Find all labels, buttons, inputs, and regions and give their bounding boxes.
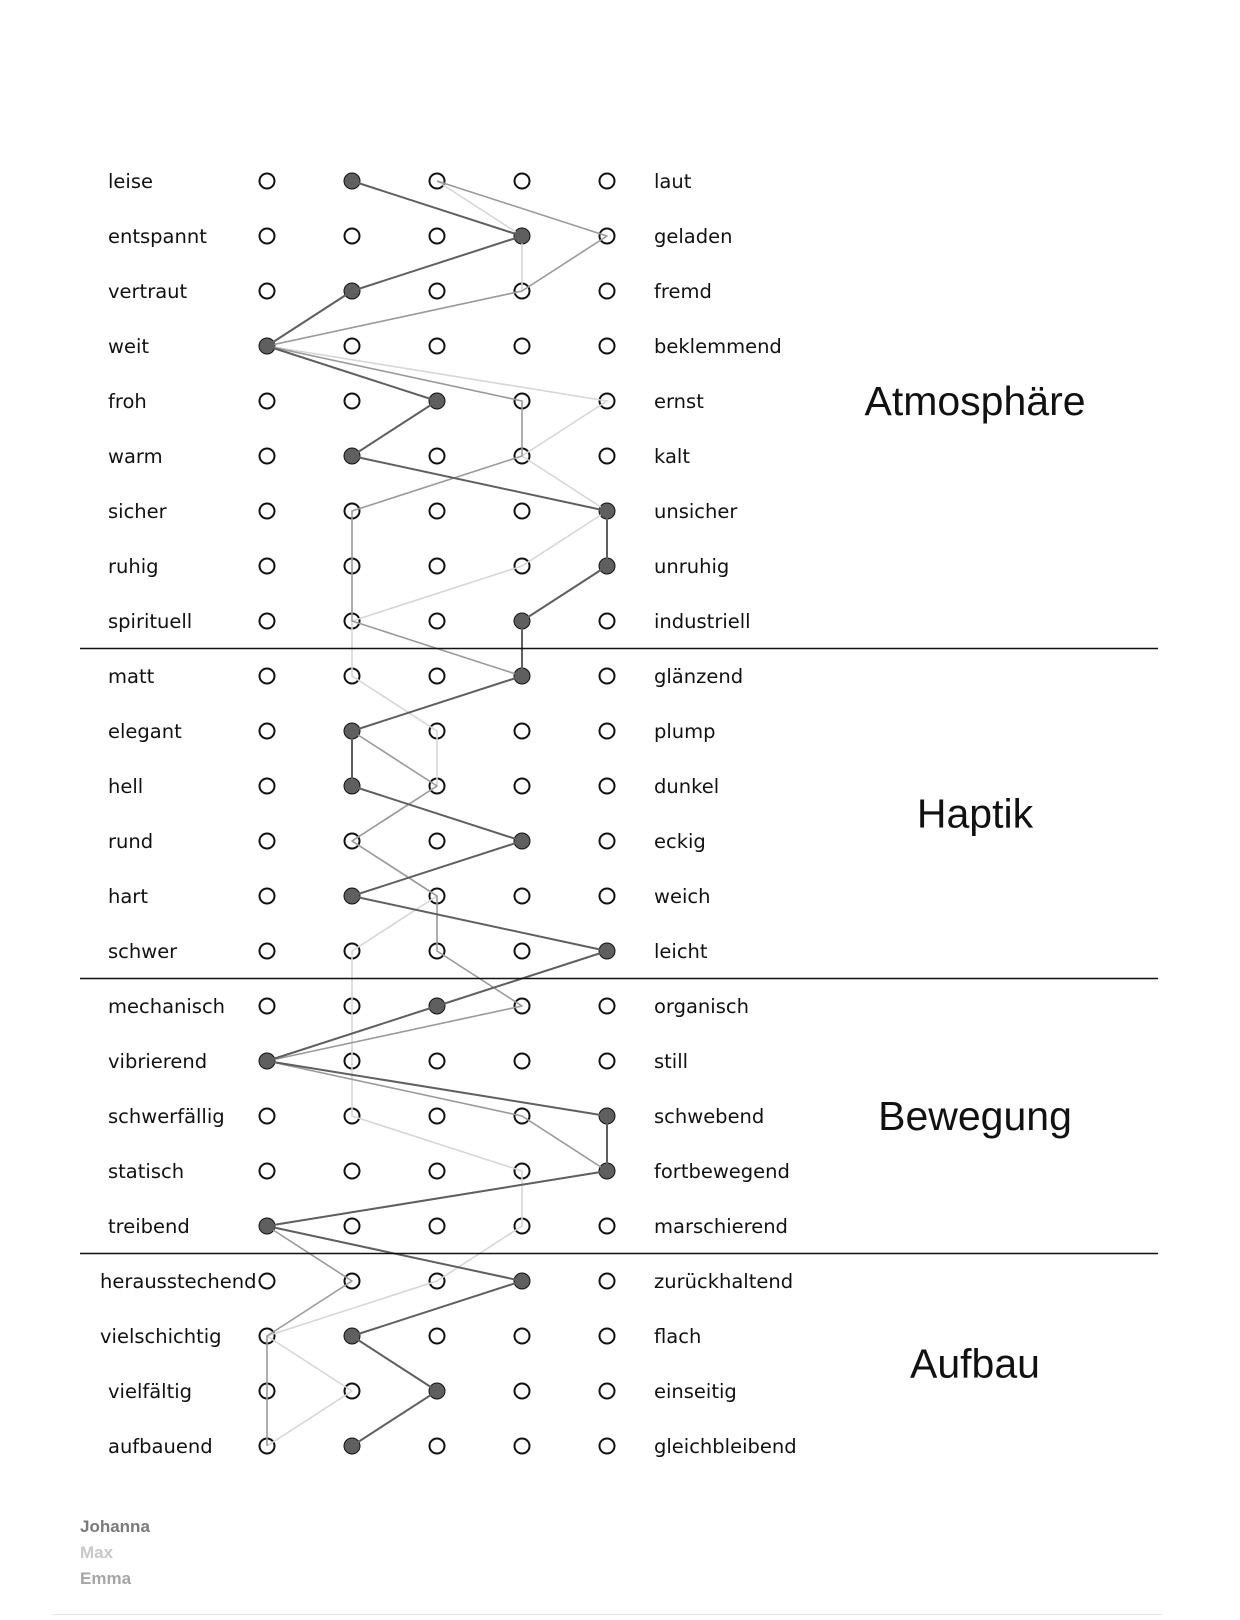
scale-circle-10-1 bbox=[260, 669, 275, 684]
left-label-treibend: treibend bbox=[108, 1215, 190, 1238]
section-title-haptik: Haptik bbox=[916, 790, 1034, 837]
right-label-gleichbleibend: gleichbleibend bbox=[654, 1435, 797, 1458]
scale-circle-24-3 bbox=[430, 1439, 445, 1454]
left-label-mechanisch: mechanisch bbox=[108, 995, 226, 1018]
scale-circle-20-3 bbox=[430, 1219, 445, 1234]
bottom-rule bbox=[52, 1614, 1162, 1615]
scale-circle-4-5 bbox=[600, 339, 615, 354]
scale-circle-11-5 bbox=[600, 724, 615, 739]
scale-circle-10-3 bbox=[430, 669, 445, 684]
scale-circle-17-4 bbox=[515, 1054, 530, 1069]
scale-circle-8-1 bbox=[260, 559, 275, 574]
left-label-vibrierend: vibrierend bbox=[108, 1050, 208, 1073]
scale-circle-4-2 bbox=[345, 339, 360, 354]
left-label-froh: froh bbox=[108, 390, 147, 413]
scale-circle-5-1 bbox=[260, 394, 275, 409]
point-johanna-20 bbox=[260, 1219, 275, 1234]
right-label-fortbewegend: fortbewegend bbox=[654, 1160, 790, 1183]
point-johanna-11 bbox=[345, 724, 360, 739]
scale-circle-16-1 bbox=[260, 999, 275, 1014]
section-title-atmosph-re: Atmosphäre bbox=[864, 378, 1086, 424]
point-johanna-18 bbox=[600, 1109, 615, 1124]
scale-circle-14-1 bbox=[260, 889, 275, 904]
right-label-still: still bbox=[654, 1050, 689, 1073]
scale-circle-6-1 bbox=[260, 449, 275, 464]
scale-circle-9-1 bbox=[260, 614, 275, 629]
left-label-warm: warm bbox=[108, 445, 163, 468]
scale-circle-14-5 bbox=[600, 889, 615, 904]
scale-circle-18-1 bbox=[260, 1109, 275, 1124]
point-johanna-13 bbox=[515, 834, 530, 849]
scale-circle-4-4 bbox=[515, 339, 530, 354]
scale-circle-21-5 bbox=[600, 1274, 615, 1289]
scale-circle-5-2 bbox=[345, 394, 360, 409]
right-label-weich: weich bbox=[654, 885, 711, 908]
left-label-ruhig: ruhig bbox=[108, 555, 159, 578]
scale-circle-3-1 bbox=[260, 284, 275, 299]
left-label-schwer: schwer bbox=[108, 940, 178, 963]
point-johanna-3 bbox=[345, 284, 360, 299]
section-title-bewegung: Bewegung bbox=[878, 1093, 1072, 1139]
left-label-vielschichtig: vielschichtig bbox=[100, 1325, 222, 1348]
scale-circle-15-1 bbox=[260, 944, 275, 959]
scale-circle-1-4 bbox=[515, 174, 530, 189]
scale-circle-19-1 bbox=[260, 1164, 275, 1179]
right-label-gl-nzend: glänzend bbox=[654, 665, 744, 688]
left-label-sicher: sicher bbox=[108, 500, 167, 523]
scale-circle-2-3 bbox=[430, 229, 445, 244]
scale-circle-9-5 bbox=[600, 614, 615, 629]
right-label-zur-ckhaltend: zurückhaltend bbox=[654, 1270, 794, 1293]
point-johanna-23 bbox=[430, 1384, 445, 1399]
scale-circle-13-3 bbox=[430, 834, 445, 849]
scale-circle-3-5 bbox=[600, 284, 615, 299]
left-label-weit: weit bbox=[108, 335, 150, 358]
left-label-hell: hell bbox=[108, 775, 144, 798]
scale-circle-12-1 bbox=[260, 779, 275, 794]
scale-circle-7-4 bbox=[515, 504, 530, 519]
right-label-ernst: ernst bbox=[654, 390, 704, 413]
left-label-vielf-ltig: vielfältig bbox=[108, 1380, 193, 1403]
right-label-einseitig: einseitig bbox=[654, 1380, 737, 1403]
point-johanna-16 bbox=[430, 999, 445, 1014]
left-label-vertraut: vertraut bbox=[108, 280, 188, 303]
right-label-organisch: organisch bbox=[654, 995, 749, 1018]
scale-circle-8-3 bbox=[430, 559, 445, 574]
point-johanna-7 bbox=[600, 504, 615, 519]
scale-circle-2-1 bbox=[260, 229, 275, 244]
point-johanna-17 bbox=[260, 1054, 275, 1069]
scale-circle-7-3 bbox=[430, 504, 445, 519]
point-johanna-5 bbox=[430, 394, 445, 409]
left-label-rund: rund bbox=[108, 830, 154, 853]
scale-circle-15-4 bbox=[515, 944, 530, 959]
left-label-leise: leise bbox=[108, 170, 153, 193]
left-label-entspannt: entspannt bbox=[108, 225, 207, 248]
point-johanna-9 bbox=[515, 614, 530, 629]
right-label-beklemmend: beklemmend bbox=[654, 335, 782, 358]
scale-circle-6-5 bbox=[600, 449, 615, 464]
scale-circle-17-5 bbox=[600, 1054, 615, 1069]
scale-circle-21-1 bbox=[260, 1274, 275, 1289]
point-johanna-8 bbox=[600, 559, 615, 574]
right-label-marschierend: marschierend bbox=[654, 1215, 788, 1238]
scale-circle-24-4 bbox=[515, 1439, 530, 1454]
right-label-fremd: fremd bbox=[654, 280, 712, 303]
left-label-matt: matt bbox=[108, 665, 155, 688]
legend bbox=[80, 1514, 150, 1592]
scale-circle-17-3 bbox=[430, 1054, 445, 1069]
scale-circle-1-1 bbox=[260, 174, 275, 189]
scale-circle-11-1 bbox=[260, 724, 275, 739]
point-johanna-12 bbox=[345, 779, 360, 794]
point-johanna-14 bbox=[345, 889, 360, 904]
scale-circle-20-5 bbox=[600, 1219, 615, 1234]
right-label-plump: plump bbox=[654, 720, 716, 743]
scale-circle-20-2 bbox=[345, 1219, 360, 1234]
legend-entry-max: Max bbox=[80, 1543, 114, 1562]
point-johanna-21 bbox=[515, 1274, 530, 1289]
scale-circle-19-3 bbox=[430, 1164, 445, 1179]
right-label-kalt: kalt bbox=[654, 445, 690, 468]
scale-circle-13-1 bbox=[260, 834, 275, 849]
left-label-statisch: statisch bbox=[108, 1160, 185, 1183]
left-label-hart: hart bbox=[108, 885, 148, 908]
point-johanna-4 bbox=[260, 339, 275, 354]
scale-circle-23-4 bbox=[515, 1384, 530, 1399]
right-label-schwebend: schwebend bbox=[654, 1105, 765, 1128]
scale-circle-12-4 bbox=[515, 779, 530, 794]
scale-circle-18-3 bbox=[430, 1109, 445, 1124]
point-johanna-10 bbox=[515, 669, 530, 684]
point-johanna-15 bbox=[600, 944, 615, 959]
scale-circle-22-5 bbox=[600, 1329, 615, 1344]
right-label-laut: laut bbox=[654, 170, 692, 193]
legend-entry-emma: Emma bbox=[80, 1569, 132, 1588]
section-title-aufbau: Aufbau bbox=[910, 1340, 1040, 1387]
right-label-flach: flach bbox=[654, 1325, 702, 1348]
point-johanna-22 bbox=[345, 1329, 360, 1344]
right-label-unsicher: unsicher bbox=[654, 500, 738, 523]
right-label-industriell: industriell bbox=[654, 610, 751, 633]
scale-circle-16-5 bbox=[600, 999, 615, 1014]
scale-circle-3-3 bbox=[430, 284, 445, 299]
scale-circle-23-5 bbox=[600, 1384, 615, 1399]
scale-circle-7-1 bbox=[260, 504, 275, 519]
right-label-eckig: eckig bbox=[654, 830, 706, 853]
scale-circle-1-5 bbox=[600, 174, 615, 189]
scale-circle-2-2 bbox=[345, 229, 360, 244]
scale-circle-6-3 bbox=[430, 449, 445, 464]
point-johanna-19 bbox=[600, 1164, 615, 1179]
point-johanna-2 bbox=[515, 229, 530, 244]
scale-circle-11-4 bbox=[515, 724, 530, 739]
scale-circle-24-5 bbox=[600, 1439, 615, 1454]
scale-circle-9-3 bbox=[430, 614, 445, 629]
left-label-elegant: elegant bbox=[108, 720, 182, 743]
scale-circle-22-4 bbox=[515, 1329, 530, 1344]
scale-circle-4-3 bbox=[430, 339, 445, 354]
right-label-leicht: leicht bbox=[654, 940, 708, 963]
point-johanna-24 bbox=[345, 1439, 360, 1454]
right-label-dunkel: dunkel bbox=[654, 775, 720, 798]
left-label-spirituell: spirituell bbox=[108, 610, 193, 633]
right-label-unruhig: unruhig bbox=[654, 555, 730, 578]
left-label-aufbauend: aufbauend bbox=[108, 1435, 213, 1458]
left-label-schwerf-llig: schwerfällig bbox=[108, 1105, 225, 1128]
left-label-herausstechend: herausstechend bbox=[100, 1270, 257, 1293]
legend-entry-johanna: Johanna bbox=[80, 1517, 150, 1536]
point-johanna-6 bbox=[345, 449, 360, 464]
scale-circle-10-5 bbox=[600, 669, 615, 684]
right-label-geladen: geladen bbox=[654, 225, 733, 248]
scale-circle-12-5 bbox=[600, 779, 615, 794]
scale-circle-14-4 bbox=[515, 889, 530, 904]
point-johanna-1 bbox=[345, 174, 360, 189]
scale-circle-19-2 bbox=[345, 1164, 360, 1179]
scale-circle-13-5 bbox=[600, 834, 615, 849]
scale-circle-22-3 bbox=[430, 1329, 445, 1344]
series-line-johanna bbox=[267, 181, 607, 1446]
